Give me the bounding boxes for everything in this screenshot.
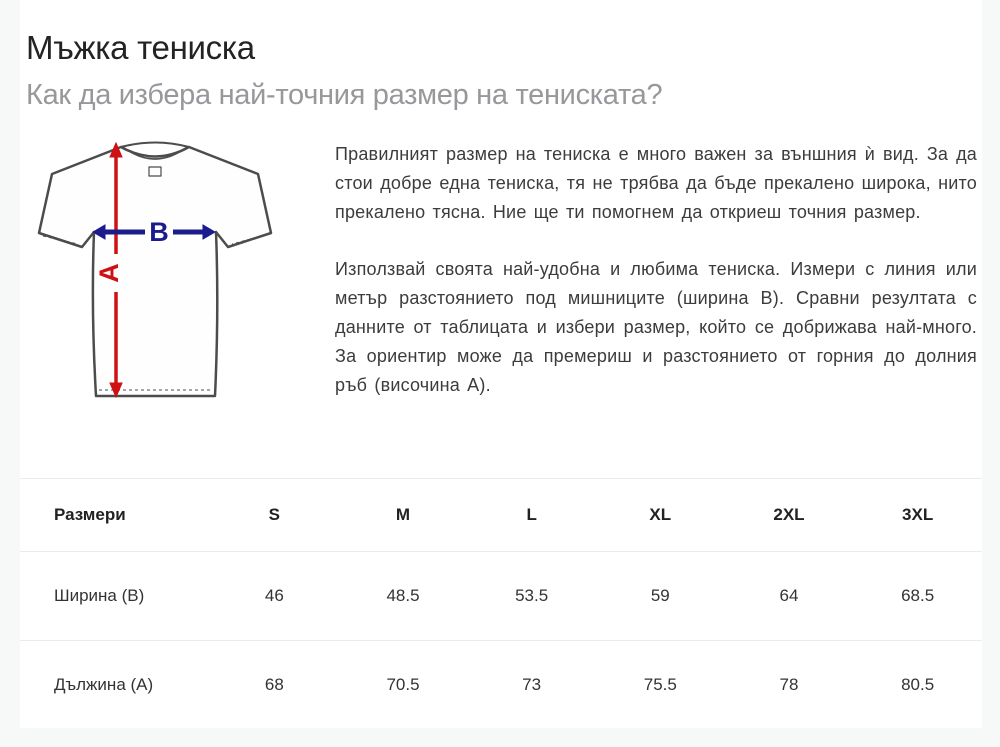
size-table-header-xl: XL: [596, 479, 725, 552]
size-table-header-3xl: 3XL: [853, 479, 982, 552]
intro-paragraph-1: Правилният размер на тениска е много важен за външния ѝ вид. За да стои добре една тениска, тя не трябва да бъде прекалено широка, нито прекалено тясна. Ние ще ти помогнем да откриеш точния размер.: [335, 144, 977, 222]
page-subtitle: Как да избера най-точния размер на тениската?: [26, 79, 663, 111]
size-table-header-m: M: [339, 479, 468, 552]
width-value-3xl: 68.5: [853, 552, 982, 641]
length-value-xl: 75.5: [596, 641, 725, 729]
length-label: A: [94, 263, 125, 283]
size-table-row-width: [20, 552, 982, 641]
width-value-2xl: 64: [725, 552, 854, 641]
tshirt-measurement-diagram: [25, 138, 315, 436]
width-value-s: 46: [210, 552, 339, 641]
size-table-header-l: L: [467, 479, 596, 552]
tshirt-outline: [39, 143, 271, 397]
length-value-m: 70.5: [339, 641, 468, 729]
length-value-l: 73: [467, 641, 596, 729]
size-table-header-row: [20, 479, 982, 552]
size-table-header-sizes: Размери: [20, 479, 210, 552]
width-value-xl: 59: [596, 552, 725, 641]
length-value-2xl: 78: [725, 641, 854, 729]
content-card: [20, 0, 982, 728]
width-value-l: 53.5: [467, 552, 596, 641]
row-label-length: Дължина (A): [20, 641, 210, 729]
width-label: B: [149, 217, 169, 247]
row-label-width: Ширина (B): [20, 552, 210, 641]
intro-text: [335, 140, 977, 400]
width-value-m: 48.5: [339, 552, 468, 641]
length-value-3xl: 80.5: [853, 641, 982, 729]
page-title: Мъжка тениска: [26, 29, 255, 66]
size-table-header-s: S: [210, 479, 339, 552]
size-table-row-length: [20, 641, 982, 729]
size-table-header-2xl: 2XL: [725, 479, 854, 552]
size-table: [20, 478, 982, 728]
intro-paragraph-2: Използвай своята най-удобна и любима тениска. Измери с линия или метър разстоянието под мишниците (ширина B). Сравни резултата с данните от таблицата и избери размер, който се добрижава най-много. За ориентир може да премериш и разстоянието от горния до долния ръб (височина A).: [335, 259, 977, 395]
length-value-s: 68: [210, 641, 339, 729]
